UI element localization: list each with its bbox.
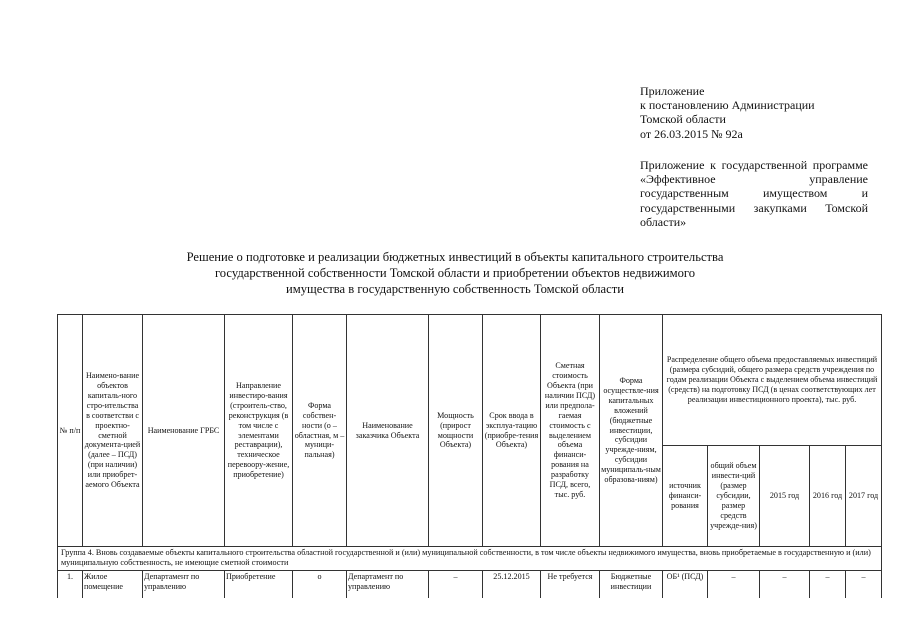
row1-total: – xyxy=(708,571,760,601)
header-form: Форма осуществле-ния капитальных вложений (бюджетные инвестиции, субсидии учрежде-ниям, субсидии муниципаль-ным образова-ниям) xyxy=(600,315,663,547)
row1-term: 25.12.2015 xyxy=(483,571,541,601)
row1-num: 1. xyxy=(58,571,83,601)
row1-year-2016: – xyxy=(810,571,846,601)
title-line: государственной собственности Томской области и приобретении объектов недвижимого xyxy=(214,265,696,280)
row1-form: Бюджетные инвестиции xyxy=(600,571,663,601)
appendix-line: к постановлению Администрации xyxy=(640,98,815,113)
appendix-line: Приложение xyxy=(640,84,705,98)
row1-source: ОБ¹ (ПСД) xyxy=(663,571,708,601)
title-line: имущества в государственную собственность Томской области xyxy=(286,281,624,296)
group-row: Группа 4. Вновь создаваемые объекты капитального строительства областной государственной и (или) муниципальной собственности, в том числе объекты недвижимого имущества, вновь приобретаемые в государственную и (или) муниципальную собственность, не имеющие сметной стоимости xyxy=(58,547,882,571)
header-total: общий объем инвести-ций (размер субсидии, размер средств учрежде-ния) xyxy=(708,446,760,547)
page-bottom-margin xyxy=(0,598,905,640)
appendix-date: от 26.03.2015 № 92а xyxy=(640,126,743,141)
document-title xyxy=(120,250,790,297)
header-ownership: Форма собствен-ности (о – областная, м – муници-пальная) xyxy=(293,315,347,547)
header-year-2015: 2015 год xyxy=(760,446,810,547)
row1-year-2017: – xyxy=(846,571,882,601)
row1-grbs: Департамент по управлению xyxy=(143,571,225,601)
row1-object: Жилое помещение xyxy=(83,571,143,601)
row1-capacity: – xyxy=(429,571,483,601)
row1-customer: Департамент по управлению xyxy=(347,571,429,601)
investment-table xyxy=(57,314,882,601)
header-direction: Направление инвестиро-вания (строитель-ство, реконструкция (в том числе с элементами реставрации), техническое перевоору-жение, приобретение) xyxy=(225,315,293,547)
header-year-2016: 2016 год xyxy=(810,446,846,547)
appendix-line: Томской области xyxy=(640,112,726,127)
program-appendix: Приложение к государственной программе «Эффективное управление государственным имуществом и государственными закупками Томской области» xyxy=(640,158,868,229)
header-customer: Наименование заказчика Объекта xyxy=(347,315,429,547)
row1-cost: Не требуется xyxy=(541,571,600,601)
row1-year-2015: – xyxy=(760,571,810,601)
title-line: Решение о подготовке и реализации бюджетных инвестиций в объекты капитального строительства xyxy=(186,250,724,264)
header-source: источник финанси-рования xyxy=(663,446,708,547)
header-term: Срок ввода в эксплуа-тацию (приобре-тения Объекта) xyxy=(483,315,541,547)
row1-ownership: о xyxy=(293,571,347,601)
header-num: № п/п xyxy=(58,315,83,547)
header-object-name: Наимено-вание объектов капиталь-ного стро-ительства в соответстви с проектно-сметной документа-цией (далее – ПСД) (при наличии) или приобрет-аемого Объекта xyxy=(83,315,143,547)
header-year-2017: 2017 год xyxy=(846,446,882,547)
header-cost: Сметная стоимость Объекта (при наличии ПСД) или предпола-гаемая стоимость с выделением объема финанси-рования на разработку ПСД, всего, тыс. руб. xyxy=(541,315,600,547)
header-capacity: Мощность (прирост мощности Объекта) xyxy=(429,315,483,547)
appendix-block xyxy=(640,84,868,141)
header-grbs: Наименование ГРБС xyxy=(143,315,225,547)
header-distribution: Распределение общего объема предоставляемых инвестиций (размера субсидий, общего размера средств учреждения по годам реализации Объекта с выделением объема инвестиций (средств) на подготовку ПСД (в ценах соответствующих лет реализации инвестиционного проекта), тыс. руб. xyxy=(663,315,882,446)
row1-direction: Приобретение xyxy=(225,571,293,601)
